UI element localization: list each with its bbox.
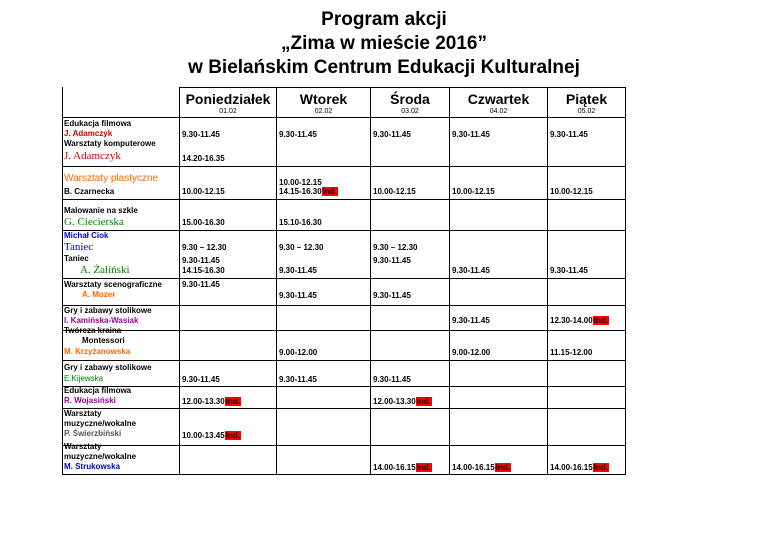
ind-badge: ind.	[593, 316, 608, 325]
activity-games-2: Gry i zabawy stolikowe	[64, 363, 152, 372]
cell-montessori-fri: 11.15-12.00	[550, 348, 593, 357]
cell-glass-tue: 15.10-16.30	[279, 218, 322, 227]
cell-montessori-thu: 9.00-12.00	[452, 348, 491, 357]
teacher-dance-2: A. Żaliński	[80, 264, 130, 276]
activity-dance-2: Taniec	[64, 254, 89, 263]
cell-dance-mon-2: 14.15-16.30	[182, 266, 225, 275]
activity-art: Warsztaty plastyczne	[64, 173, 159, 184]
activity-montessori-2: Montessori	[82, 336, 125, 345]
ind-badge: ind.	[225, 397, 240, 406]
activity-glass: Malowanie na szkle	[64, 206, 138, 215]
cell-film1-tue: 9.30-11.45	[279, 130, 317, 139]
ind-badge: ind.	[593, 463, 608, 472]
teacher-glass: G. Ciecierska	[64, 216, 124, 228]
activity-games-1: Gry i zabawy stolikowe	[64, 306, 152, 315]
cell-dance-tue: 9.30-11.45	[279, 266, 317, 275]
title-line-1: Program akcji	[321, 9, 447, 30]
teacher-film-1: J. Adamczyk	[64, 129, 113, 138]
cell-film2-wed: 12.00-13.30ind.	[373, 397, 431, 406]
cell-ciok-wed: 9.30 – 12.30	[373, 243, 418, 252]
cell-art-fri: 10.00-12.15	[550, 187, 593, 196]
teacher-computer: J. Adamczyk	[64, 150, 121, 162]
ind-badge: ind.	[322, 187, 337, 196]
cell-games2-mon: 9.30-11.45	[182, 375, 220, 384]
cell-art-mon: 10.00-12.15	[182, 187, 225, 196]
cell-art-wed: 10.00-12.15	[373, 187, 416, 196]
cell-sceno-tue: 9.30-11.45	[279, 291, 317, 300]
cell-dance-thu: 9.30-11.45	[452, 266, 490, 275]
cell-music2-thu: 14.00-16.15ind.	[452, 463, 510, 472]
cell-art-tue-1: 10.00-12.15	[279, 178, 322, 187]
day-date-4: 04.02	[489, 108, 508, 115]
activity-scenography: Warsztaty scenograficzne	[64, 280, 162, 289]
day-date-2: 02.02	[314, 108, 333, 115]
ind-badge: ind.	[416, 463, 431, 472]
cell-film1-wed: 9.30-11.45	[373, 130, 411, 139]
title-line-2: „Zima w mieście 2016”	[281, 33, 487, 54]
activity-music-2b: muzyczne/wokalne	[64, 452, 137, 461]
cell-games2-tue: 9.30-11.45	[279, 375, 317, 384]
day-date-1: 01.02	[219, 108, 237, 115]
cell-film1-thu: 9.30-11.45	[452, 130, 490, 139]
day-header-2: Wtorek	[299, 91, 348, 107]
activity-film-2: Edukacja filmowa	[64, 386, 132, 395]
ind-badge: ind.	[416, 397, 431, 406]
activity-music-1a: Warsztaty	[64, 409, 102, 418]
day-date-3: 03.02	[401, 108, 419, 115]
day-date-5: 05.02	[577, 108, 596, 115]
cell-art-thu: 10.00-12.15	[452, 187, 495, 196]
activity-music-2a: Warsztaty	[64, 442, 102, 451]
cell-dance-wed: 9.30-11.45	[373, 256, 411, 265]
cell-dance-fri: 9.30-11.45	[550, 266, 588, 275]
teacher-art: B. Czarnecka	[64, 187, 115, 196]
day-header-5: Piątek	[565, 91, 608, 107]
activity-dance-1: Taniec	[64, 241, 94, 253]
teacher-film-2: R. Wojasiński	[64, 396, 116, 405]
activity-computer: Warsztaty komputerowe	[64, 139, 156, 148]
ind-badge: ind.	[495, 463, 510, 472]
ind-badge: ind.	[225, 431, 240, 440]
activity-film-1: Edukacja filmowa	[64, 119, 132, 128]
title-line-3: w Bielańskim Centrum Edukacji Kulturalnej	[188, 57, 580, 78]
cell-computer-mon: 14.20-16.35	[182, 154, 225, 163]
teacher-games-2: E.Kijewska	[64, 374, 104, 383]
day-header-3: Środa	[390, 91, 430, 107]
cell-sceno-mon: 9.30-11.45	[182, 280, 220, 289]
cell-ciok-tue: 9.30 – 12.30	[279, 243, 324, 252]
cell-ciok-mon: 9.30 – 12.30	[182, 243, 227, 252]
cell-music2-wed: 14.00-16.15ind.	[373, 463, 431, 472]
day-header-4: Czwartek	[467, 91, 530, 107]
cell-games1-fri: 12.30-14.00ind.	[550, 316, 608, 325]
activity-music-1b: muzyczne/wokalne	[64, 419, 137, 428]
cell-film1-fri: 9.30-11.45	[550, 130, 588, 139]
cell-games1-thu: 9.30-11.45	[452, 316, 490, 325]
cell-art-tue-2: 14.15-16.30ind.	[279, 187, 337, 196]
cell-film1-mon: 9.30-11.45	[182, 130, 220, 139]
cell-music1-mon: 10.00-13.45ind.	[182, 431, 240, 440]
cell-glass-mon: 15.00-16.30	[182, 218, 225, 227]
cell-dance-mon-1: 9.30-11.45	[182, 256, 220, 265]
cell-film2-mon: 12.00-13.30ind.	[182, 397, 240, 406]
teacher-scenography: A. Mozer	[82, 290, 116, 299]
cell-montessori-tue: 9.00-12.00	[279, 348, 318, 357]
cell-games2-wed: 9.30-11.45	[373, 375, 411, 384]
cell-music2-fri: 14.00-16.15ind.	[550, 463, 608, 472]
cell-sceno-wed: 9.30-11.45	[373, 291, 411, 300]
activity-ciok: Michał Ciok	[64, 231, 109, 240]
teacher-music-2: M. Strukowska	[64, 462, 121, 471]
activity-montessori-1: Twórcza kraina	[64, 326, 122, 335]
teacher-montessori: M. Krzyżanowska	[64, 347, 131, 356]
teacher-music-1: P. Świerzbiński	[64, 429, 122, 438]
day-header-1: Poniedziałek	[185, 91, 271, 107]
teacher-games-1: I. Kamińska-Wasiak	[64, 316, 139, 325]
